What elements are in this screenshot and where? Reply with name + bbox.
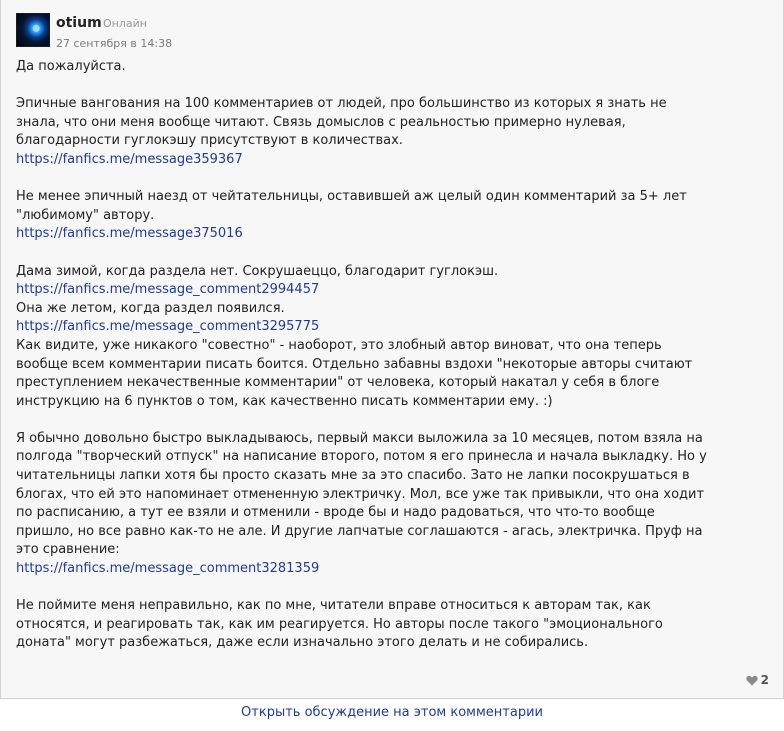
text-line: Я обычно довольно быстро выкладываюсь, первый макси выложила за 10 месяцев, потом взяла на — [16, 430, 703, 446]
text-line: блогах, что ей это напоминает отмененную электричку. Мол, все уже так привыкли, что она ходит — [16, 486, 705, 502]
message-link[interactable]: https://fanfics.me/message_comment3281359 — [16, 561, 320, 577]
text-line: преступлением некачественные комментарии" от человека, который накатал у себя в блоге — [16, 375, 660, 391]
text-line: относятся, и реагировать так, как им реагируется. Но авторы после такого "эмоционального — [16, 616, 663, 632]
comment-header — [16, 13, 716, 53]
message-link[interactable]: https://fanfics.me/message375016 — [16, 226, 243, 242]
text-line: Эпичные вангования на 100 комментариев от людей, про большинство из которых я знать не — [16, 96, 667, 112]
text-line: полгода "творческий отпуск" на написание второго, потом я его принесла и начала выкладку. Но у — [16, 449, 707, 465]
text-line: читательницы лапки хотя бы просто сказать мне за это спасибо. Зато не лапки посокрушаться в — [16, 468, 690, 484]
text-line: вообще всем комментарии писать боится. Отдельно забавны вздохи "некоторые авторы считают — [16, 356, 693, 372]
text-line: благодарности гуглокэшу присутствуют в количествах. — [16, 133, 403, 149]
text-line: пришло, но все равно как-то не але. И другие лапчатые соглашаются - агась, электричка. Пруф на — [16, 523, 703, 539]
text-line: "любимому" автору. — [16, 207, 155, 223]
text-line: Не менее эпичный наезд от чейтательницы, оставившей аж целый один комментарий за 5+ лет — [16, 189, 687, 205]
text-line: Как видите, уже никакого "совестно" - наоборот, это злобный автор виноват, что она теперь — [16, 337, 662, 353]
message-link[interactable]: https://fanfics.me/message359367 — [16, 151, 243, 167]
comment-timestamp[interactable]: 27 сентября в 14:38 — [56, 37, 173, 50]
message-link[interactable]: https://fanfics.me/message_comment2994457 — [16, 282, 320, 298]
avatar[interactable] — [16, 13, 50, 47]
like-count: 2 — [760, 673, 769, 687]
text-line: инструкцию на 6 пунктов о том, как качественно писать комментарии ему. :) — [16, 393, 553, 409]
like-counter[interactable] — [746, 673, 769, 687]
author-name[interactable]: otium — [56, 15, 102, 31]
text-line: Дама зимой, когда раздела нет. Сокрушаеццо, благодарит гуглокэш. — [16, 263, 499, 279]
text-line: Не поймите меня неправильно, как по мне, читатели вправе относиться к авторам так, как — [16, 598, 651, 614]
online-status: Онлайн — [103, 17, 147, 30]
open-discussion-link[interactable]: Открыть обсуждение на этом комментарии — [241, 705, 543, 720]
text-line: знала, что они меня вообще читают. Связь домыслов с реальностью примерно нулевая, — [16, 114, 626, 130]
text-line: по расписанию, а тут ее взяли и отменили - вроде бы и надо радоваться, что что-то вообще — [16, 505, 655, 521]
text-line: это сравнение: — [16, 542, 120, 558]
text-line: доната" могут разбежаться, даже если изначально этого делать и не собирались. — [16, 635, 589, 651]
comment-body — [16, 58, 771, 653]
text-line: Да пожалуйста. — [16, 59, 126, 74]
message-link[interactable]: https://fanfics.me/message_comment3295775 — [16, 319, 320, 335]
heart-icon[interactable] — [746, 675, 758, 686]
text-line: Она же летом, когда раздел появился. — [16, 300, 285, 316]
